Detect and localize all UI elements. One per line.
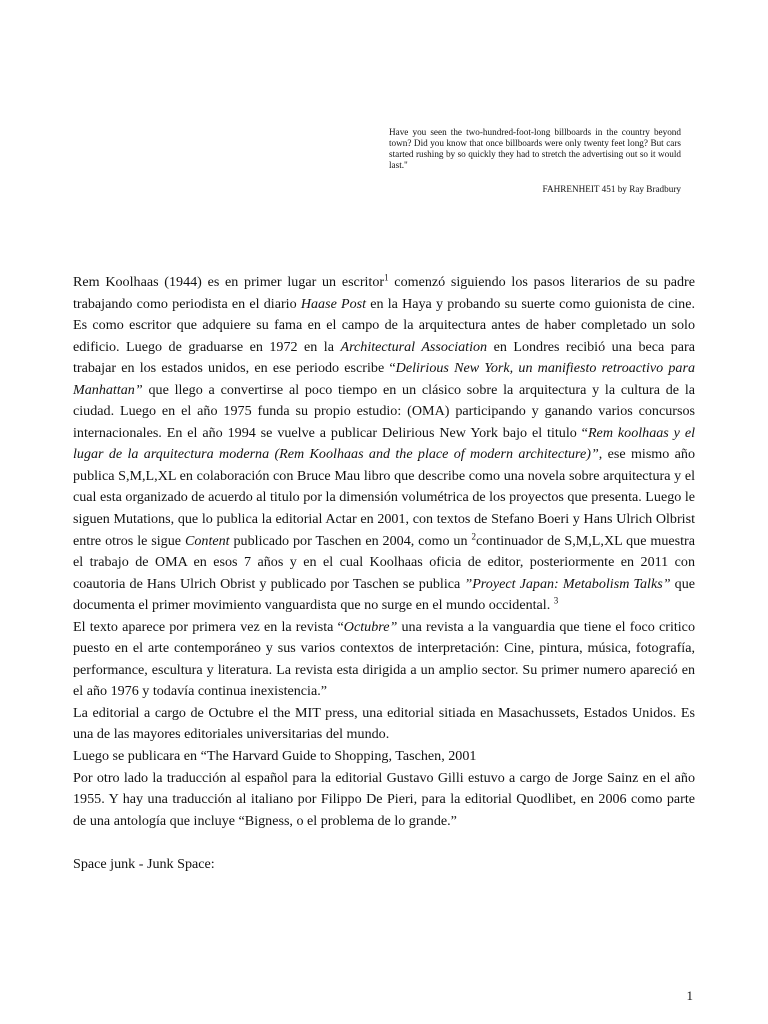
- paragraph-harvard-guide: Luego se publicara en “The Harvard Guide to Shopping, Taschen, 2001: [73, 748, 477, 765]
- paragraph-mit-press: La editorial a cargo de Octubre el the MIT press, una editorial sitiada en Masachussets, Estados Unidos. Es una de las mayores editoriales universitarias del mundo.: [73, 704, 695, 743]
- footnote-ref-2[interactable]: 2: [471, 530, 476, 541]
- text-span: que llego a convertirse al poco tiempo en un clásico sobre la arquitectura y la cultura de la ciudad. Luego en el año 1975 funda su propio estudio: (OMA) participando y ganando varios concursos internacionales. En el año 1994 se vuelve a publicar Delirious New York bajo el titulo “: [73, 381, 695, 441]
- text-span: en la Haya y probando su suerte como guionista de cine. Es como escritor que adquiere su fama en el campo de la arquitectura antes de haber completado un solo edificio. Luego de graduarse en 1972 en la: [73, 295, 696, 355]
- paragraph-octubre: [73, 617, 695, 703]
- paragraph-koolhaas-bio: [73, 272, 695, 617]
- text-span: comenzó siguiendo los pasos literarios de su padre trabajando como periodista en el diario: [73, 274, 695, 312]
- section-heading: Space junk - Junk Space:: [73, 855, 215, 872]
- text-span: una revista a la vanguardia que tiene el foco critico puesto en el arte contemporáneo y sus varios contextos de interpretación: Cine, pintura, música, fotografía, performance, escultura y literatura. La revista esta dirigida a un amplio sector. Su primer numero apareció en el año 1976 y todavía continua inexistencia.”: [73, 618, 695, 700]
- italic-title: Haase Post: [300, 295, 367, 312]
- text-span: continuador de S,M,L,XL que muestra el trabajo de OMA en esos 7 años y en el cual Koolhaas oficia de editor, posteriormente en 2011 con coautoria de Hans Ulrich Obrist y publicado por Taschen se publica: [73, 532, 696, 592]
- italic-title: Content: [184, 532, 230, 549]
- text-span: publicado por Taschen en 2004, como un: [229, 532, 472, 549]
- text-span: El texto aparece por primera vez en la revista “: [73, 618, 344, 635]
- paragraph-translations: Por otro lado la traducción al español para la editorial Gustavo Gilli estuvo a cargo de Jorge Sainz en el año 1955. Y hay una traducción al italiano por Filippo De Pieri, para la editorial Quodlibet, en 2006 como parte de una antología que incluye “Bigness, o el problema de lo grande.”: [73, 769, 695, 829]
- epigraph-attribution: FAHRENHEIT 451 by Ray Bradbury: [542, 184, 681, 194]
- italic-title: Rem koolhaas y el lugar de la arquitectura moderna (Rem Koolhaas and the place of modern architecture)”: [73, 424, 696, 463]
- italic-title: Octubre”: [343, 618, 398, 635]
- text-span: , ese mismo año publica S,M,L,XL en colaboración con Bruce Mau libro que describe como una novela sobre arquitectura y el cual esta organizado de acuerdo al titulo por la dimensión volumétrica de los proyectos que presenta. Luego le siguen Mutations, que lo publica la editorial Actar en 2001, con textos de Stefano Boeri y Hans Ulrich Olbrist entre otros le sigue: [73, 446, 696, 549]
- text-span: Rem Koolhaas (1944) es en primer lugar un escritor: [73, 274, 385, 290]
- page-number: 1: [686, 988, 693, 1003]
- italic-title: ”Proyect Japan: Metabolism Talks”: [464, 575, 671, 592]
- italic-title: Architectural Association: [340, 338, 488, 355]
- footnote-ref-1[interactable]: 1: [384, 272, 389, 283]
- epigraph-quote: Have you seen the two-hundred-foot-long billboards in the country beyond town? Did you know that once billboards were only twenty feet long? But cars started rushing by so quickly they had to stretch the advertising out so it would last.": [389, 127, 681, 170]
- body-text: [73, 272, 695, 875]
- text-span: que documenta el primer movimiento vanguardista que no surge en el mundo occidental.: [73, 575, 696, 614]
- text-span: en Londres recibió una beca para trabajar en los estados unidos, en ese periodo escribe “: [73, 338, 696, 377]
- footnote-ref-3[interactable]: 3: [553, 595, 559, 606]
- italic-title: Delirious New York, un manifiesto retroactivo para Manhattan”: [73, 360, 695, 398]
